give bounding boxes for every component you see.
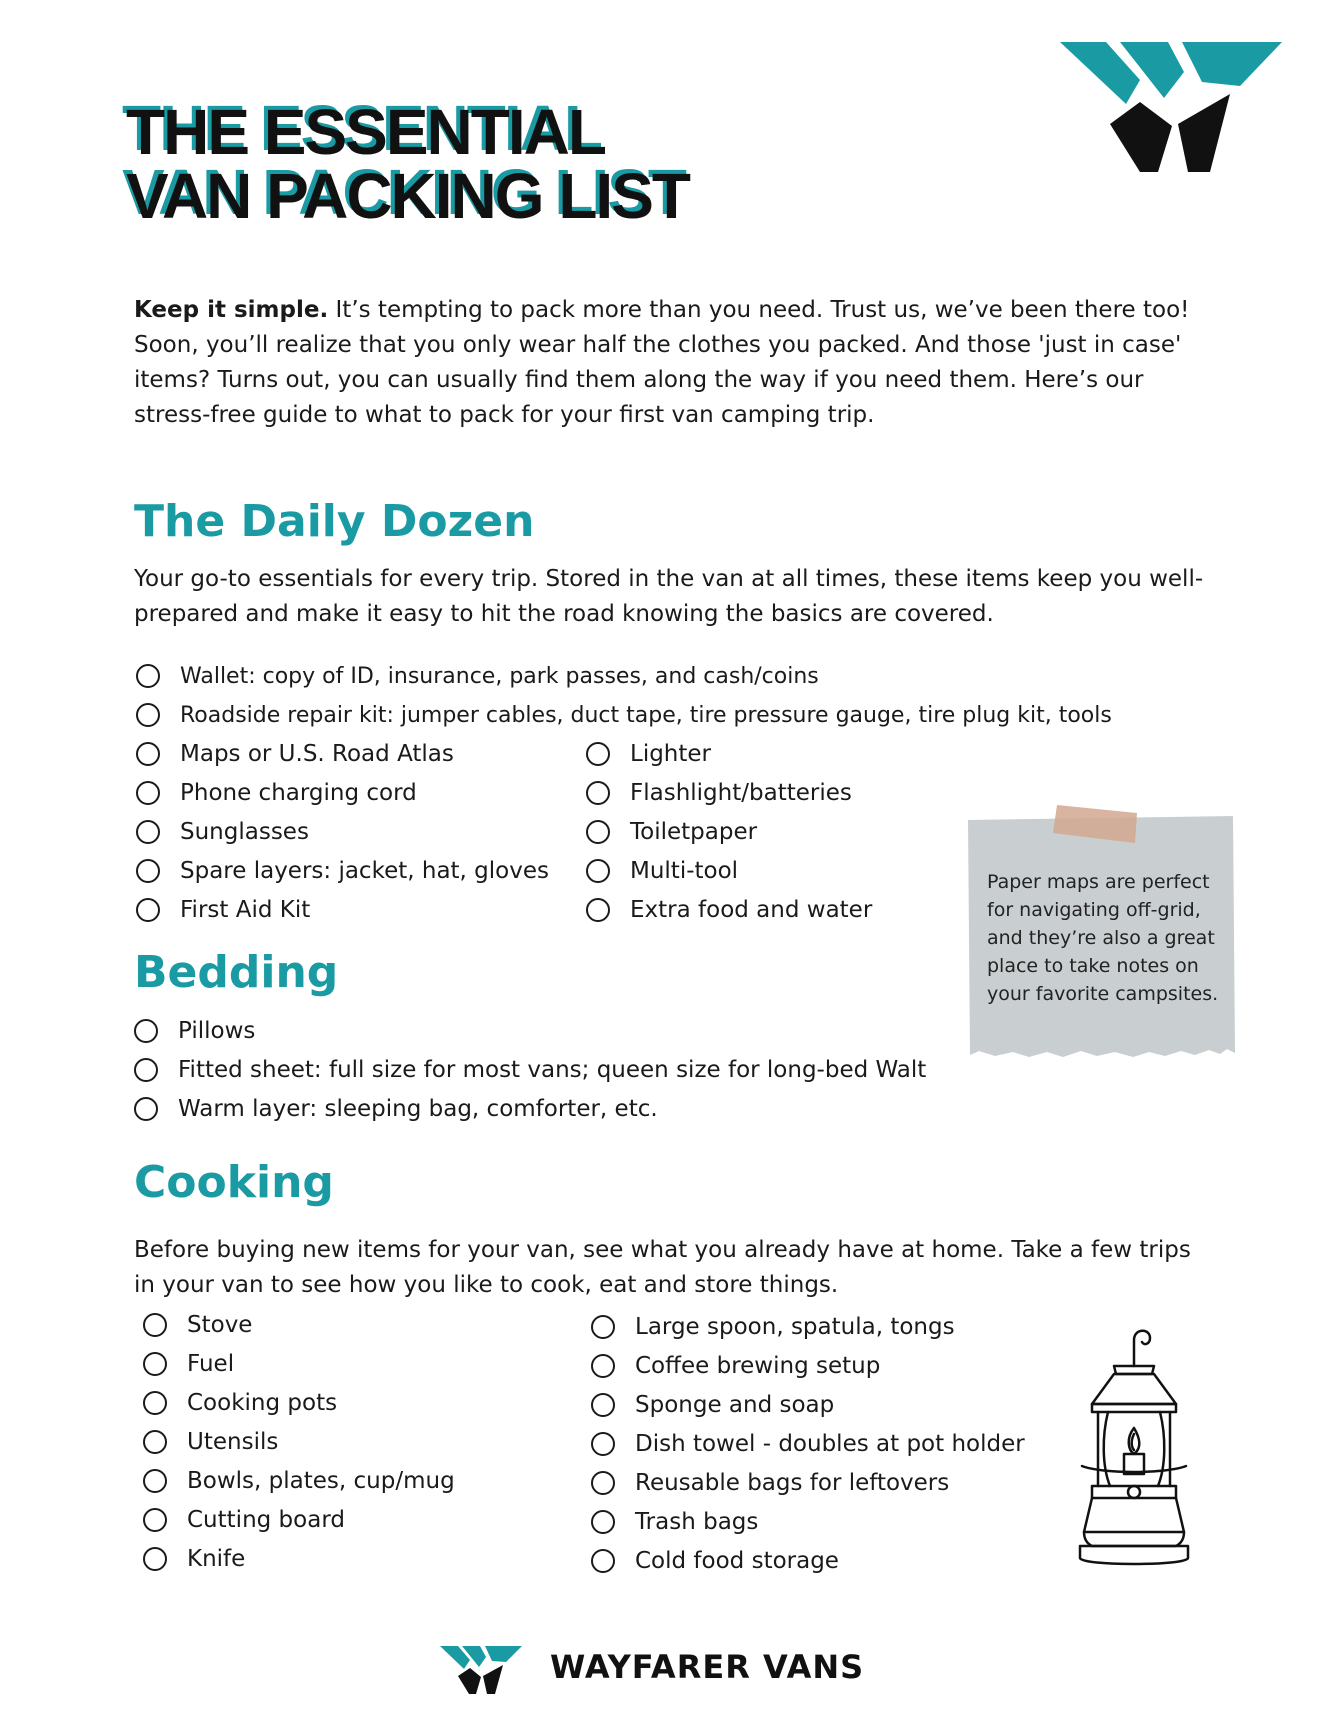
- title-line-2: VAN PACKING LIST: [126, 160, 689, 232]
- checkbox-circle-icon[interactable]: [134, 1019, 158, 1043]
- item-label: Coffee brewing setup: [635, 1353, 881, 1379]
- footer-logo-icon: [440, 1646, 522, 1694]
- item-label: Wallet: copy of ID, insurance, park passes, and cash/coins: [180, 663, 819, 689]
- item-label: Dish towel - doubles at pot holder: [635, 1431, 1025, 1457]
- checkbox-circle-icon[interactable]: [591, 1315, 615, 1339]
- item-label: First Aid Kit: [180, 897, 311, 923]
- item-label: Fitted sheet: full size for most vans; queen size for long-bed Walt: [178, 1057, 927, 1083]
- lantern-icon: [1072, 1326, 1196, 1582]
- checklist-item[interactable]: [134, 1012, 255, 1050]
- daily-dozen-heading: The Daily Dozen: [134, 496, 535, 547]
- checkbox-circle-icon[interactable]: [143, 1352, 167, 1376]
- item-label: Knife: [187, 1546, 246, 1572]
- checkbox-circle-icon[interactable]: [586, 859, 610, 883]
- checklist-item[interactable]: [143, 1345, 234, 1383]
- checkbox-circle-icon[interactable]: [586, 898, 610, 922]
- item-label: Spare layers: jacket, hat, gloves: [180, 858, 549, 884]
- checkbox-circle-icon[interactable]: [591, 1354, 615, 1378]
- checkbox-circle-icon[interactable]: [143, 1391, 167, 1415]
- checklist-item[interactable]: [586, 813, 757, 851]
- checklist-item[interactable]: [136, 852, 549, 890]
- checklist-item[interactable]: [136, 774, 417, 812]
- item-label: Roadside repair kit: jumper cables, duct tape, tire pressure gauge, tire plug kit, tools: [180, 702, 1112, 728]
- checklist-item[interactable]: [591, 1386, 834, 1424]
- item-label: Lighter: [630, 741, 712, 767]
- item-label: Cold food storage: [635, 1548, 839, 1574]
- checkbox-circle-icon[interactable]: [136, 781, 160, 805]
- checklist-item[interactable]: [143, 1501, 345, 1539]
- item-label: Pillows: [178, 1018, 256, 1044]
- checkbox-circle-icon[interactable]: [143, 1508, 167, 1532]
- checkbox-circle-icon[interactable]: [591, 1393, 615, 1417]
- item-label: Sunglasses: [180, 819, 309, 845]
- checkbox-circle-icon[interactable]: [586, 742, 610, 766]
- checklist-item[interactable]: [586, 891, 872, 929]
- wayfarer-logo-icon: [1060, 42, 1282, 174]
- checklist-item[interactable]: [586, 774, 852, 812]
- checklist-item[interactable]: [143, 1540, 245, 1578]
- item-label: Trash bags: [635, 1509, 759, 1535]
- checklist-item[interactable]: [136, 891, 310, 929]
- checklist-item[interactable]: [591, 1347, 880, 1385]
- checklist-item[interactable]: [136, 657, 819, 695]
- checkbox-circle-icon[interactable]: [134, 1058, 158, 1082]
- checkbox-circle-icon[interactable]: [143, 1430, 167, 1454]
- checklist-item[interactable]: [136, 813, 309, 851]
- checkbox-circle-icon[interactable]: [136, 898, 160, 922]
- checklist-item[interactable]: [591, 1503, 758, 1541]
- checklist-item[interactable]: [143, 1306, 252, 1344]
- cooking-heading: Cooking: [134, 1157, 334, 1208]
- title-line-1: THE ESSENTIAL: [126, 96, 605, 168]
- checkbox-circle-icon[interactable]: [136, 703, 160, 727]
- checkbox-circle-icon[interactable]: [136, 664, 160, 688]
- checklist-item[interactable]: [143, 1462, 455, 1500]
- checklist-item[interactable]: [591, 1425, 1025, 1463]
- item-label: Cooking pots: [187, 1390, 338, 1416]
- checkbox-circle-icon[interactable]: [591, 1510, 615, 1534]
- intro-paragraph: [134, 293, 1214, 433]
- item-label: Warm layer: sleeping bag, comforter, etc.: [178, 1096, 658, 1122]
- intro-lead: Keep it simple.: [134, 297, 329, 323]
- item-label: Phone charging cord: [180, 780, 417, 806]
- checklist-item[interactable]: [134, 1090, 658, 1128]
- checkbox-circle-icon[interactable]: [591, 1471, 615, 1495]
- item-label: Sponge and soap: [635, 1392, 835, 1418]
- checklist-item[interactable]: [136, 696, 1112, 734]
- checkbox-circle-icon[interactable]: [143, 1469, 167, 1493]
- bedding-heading: Bedding: [134, 947, 339, 998]
- checkbox-circle-icon[interactable]: [143, 1313, 167, 1337]
- item-label: Maps or U.S. Road Atlas: [180, 741, 454, 767]
- checklist-item[interactable]: [134, 1051, 926, 1089]
- checklist-item[interactable]: [591, 1308, 955, 1346]
- footer-brand: WAYFARER VANS: [550, 1648, 865, 1686]
- note-text: Paper maps are perfect for navigating off-grid, and they’re also a great place to take notes on your favorite campsites.: [987, 871, 1219, 1005]
- checklist-item[interactable]: [136, 735, 454, 773]
- checkbox-circle-icon[interactable]: [591, 1432, 615, 1456]
- item-label: Reusable bags for leftovers: [635, 1470, 950, 1496]
- item-label: Cutting board: [187, 1507, 345, 1533]
- item-label: Bowls, plates, cup/mug: [187, 1468, 455, 1494]
- page-title: [126, 96, 689, 232]
- checklist-item[interactable]: [143, 1423, 278, 1461]
- item-label: Extra food and water: [630, 897, 873, 923]
- item-label: Flashlight/batteries: [630, 780, 852, 806]
- daily-dozen-description: Your go-to essentials for every trip. Stored in the van at all times, these items keep you well-prepared and make it easy to hit the road knowing the basics are covered.: [134, 566, 1204, 627]
- item-label: Multi-tool: [630, 858, 739, 884]
- checkbox-circle-icon[interactable]: [136, 820, 160, 844]
- item-label: Large spoon, spatula, tongs: [635, 1314, 955, 1340]
- checkbox-circle-icon[interactable]: [134, 1097, 158, 1121]
- item-label: Toiletpaper: [630, 819, 758, 845]
- checkbox-circle-icon[interactable]: [143, 1547, 167, 1571]
- item-label: Utensils: [187, 1429, 279, 1455]
- checkbox-circle-icon[interactable]: [136, 859, 160, 883]
- checklist-item[interactable]: [591, 1464, 949, 1502]
- checkbox-circle-icon[interactable]: [591, 1549, 615, 1573]
- intro-text: It’s tempting to pack more than you need. Trust us, we’ve been there too! Soon, you’ll realize that you only wear half the clothes you packed. And those 'just in case' items? Turns out, you can usually find them along the way if you need them. Here’s our stress-free guide to what to pack for your first van camping trip.: [134, 297, 1190, 428]
- checkbox-circle-icon[interactable]: [586, 820, 610, 844]
- checkbox-circle-icon[interactable]: [586, 781, 610, 805]
- item-label: Stove: [187, 1312, 253, 1338]
- cooking-description: Before buying new items for your van, see what you already have at home. Take a few trips in your van to see how you like to cook, eat and store things.: [134, 1237, 1191, 1298]
- checkbox-circle-icon[interactable]: [136, 742, 160, 766]
- checklist-item[interactable]: [586, 735, 711, 773]
- item-label: Fuel: [187, 1351, 235, 1377]
- checklist-item[interactable]: [591, 1542, 839, 1580]
- checklist-item[interactable]: [586, 852, 738, 890]
- checklist-item[interactable]: [143, 1384, 337, 1422]
